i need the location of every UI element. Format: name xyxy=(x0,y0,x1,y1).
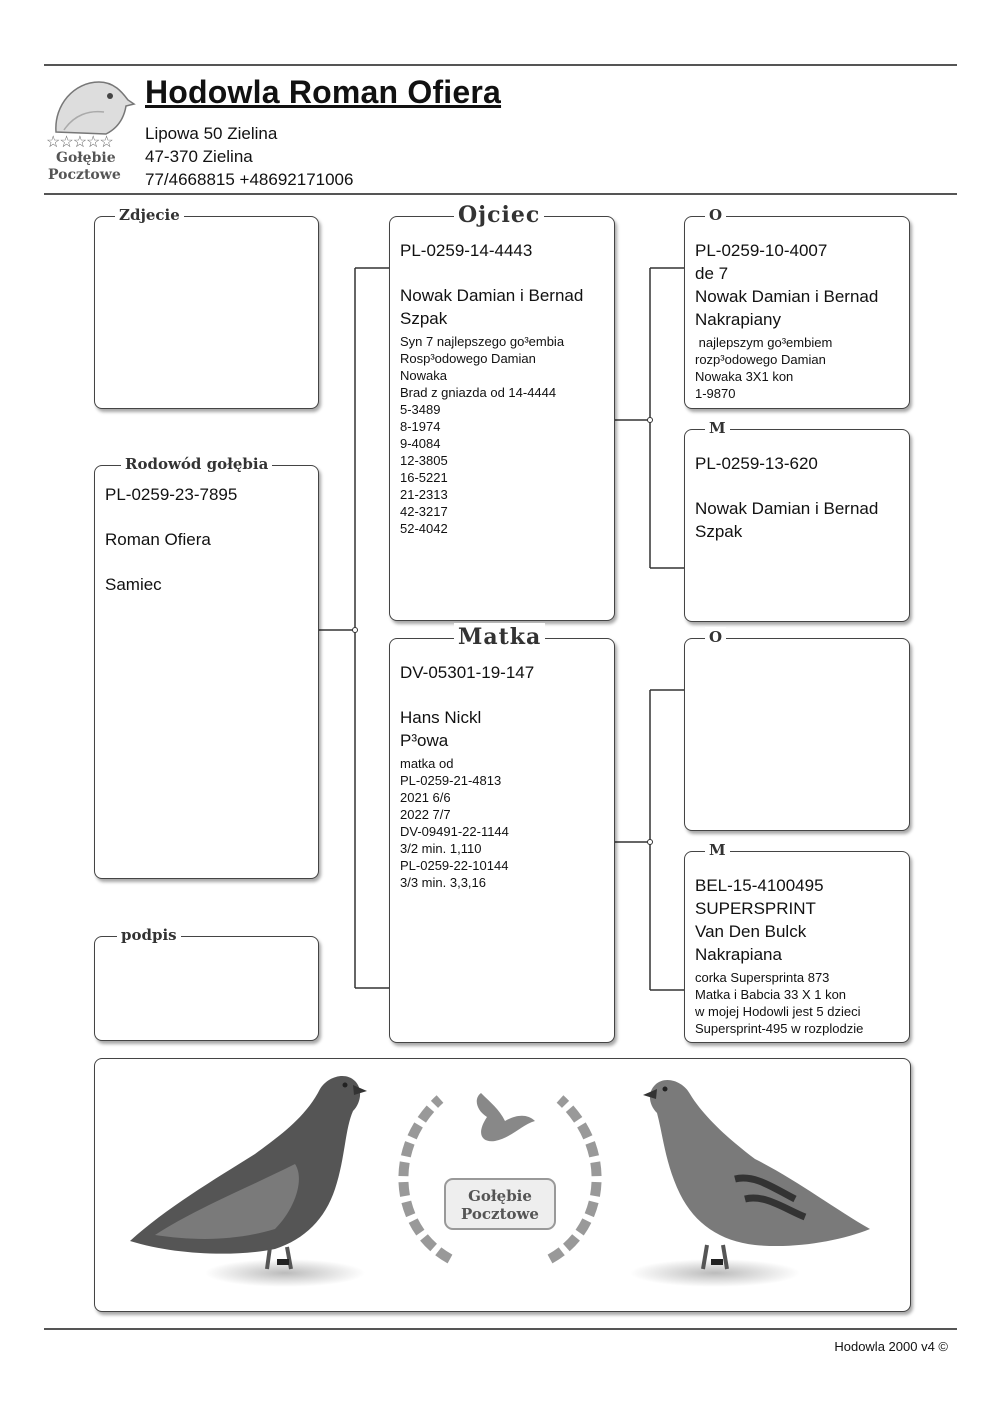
father-box-title: Ojciec xyxy=(454,201,544,229)
mother-note: PL-0259-22-10144 xyxy=(400,858,509,873)
mother-box xyxy=(389,624,615,1043)
mother-breeder-line1: Hans Nickl xyxy=(400,708,482,727)
signature-box-title: podpis xyxy=(117,925,181,945)
father-note: 16-5221 xyxy=(400,470,448,485)
mother-ring: DV-05301-19-147 xyxy=(400,663,535,682)
mother-breeder-line2: P³owa xyxy=(400,731,449,750)
father-note: Syn 7 najlepszego go³embia xyxy=(400,334,565,349)
mother-mother-breeder-line1: Van Den Bulck xyxy=(695,922,807,941)
signature-box xyxy=(94,926,319,1041)
mother-mother-box xyxy=(684,841,910,1043)
pigeon-banner xyxy=(94,1058,911,1312)
father-breeder-line2: Szpak xyxy=(400,309,448,328)
father-note: 9-4084 xyxy=(400,436,441,451)
mother-mother-note: Supersprint-495 w rozplodzie xyxy=(695,1021,864,1036)
father-breeder-line1: Nowak Damian i Bernad xyxy=(400,286,584,305)
father-mother-breeder-line2: Szpak xyxy=(695,522,743,541)
father-note: Brad z gniazda od 14-4444 xyxy=(400,385,557,400)
pedigree-box-title: Rodowód gołębia xyxy=(121,454,272,474)
logo-stars: ☆☆☆☆☆ xyxy=(46,134,113,151)
mother-note: 2022 7/7 xyxy=(400,807,451,822)
father-father-box-title: O xyxy=(705,205,726,225)
mother-mother-note: w mojej Hodowli jest 5 dzieci xyxy=(695,1004,861,1019)
father-box xyxy=(389,202,615,621)
mother-mother-note: corka Supersprinta 873 xyxy=(695,970,830,985)
mother-mother-note: Matka i Babcia 33 X 1 kon xyxy=(695,987,847,1002)
father-note: 52-4042 xyxy=(400,521,448,536)
right-pigeon-icon xyxy=(630,1080,870,1287)
mother-box-title: Matka xyxy=(454,623,545,651)
address-line2: 47-370 Zielina xyxy=(145,147,253,166)
left-pigeon-icon xyxy=(130,1076,367,1287)
photo-box xyxy=(94,206,319,409)
father-father-note: Nowaka 3X1 kon xyxy=(695,369,794,384)
father-note: 42-3217 xyxy=(400,504,448,519)
pigeon-owner: Roman Ofiera xyxy=(105,530,211,549)
emblem-text-line2: Pocztowe xyxy=(461,1205,539,1223)
mother-mother-breeder-line2: Nakrapiana xyxy=(695,945,782,964)
father-mother-box-title: M xyxy=(705,418,730,438)
father-father-note: 1-9870 xyxy=(695,386,736,401)
father-note: Rosp³odowego Damian xyxy=(400,351,536,366)
father-father-note: najlepszym go³embiem xyxy=(695,335,833,350)
pedigree-box xyxy=(94,455,319,879)
photo-box-title: Zdjecie xyxy=(115,205,184,225)
father-note: Nowaka xyxy=(400,368,447,383)
mother-note: PL-0259-21-4813 xyxy=(400,773,502,788)
father-father-breeder-line1: Nowak Damian i Bernad xyxy=(695,287,879,306)
father-father-ring: PL-0259-10-4007 xyxy=(695,241,828,260)
mother-mother-name: SUPERSPRINT xyxy=(695,899,816,918)
father-ring: PL-0259-14-4443 xyxy=(400,241,533,260)
footer-text: Hodowla 2000 v4 © xyxy=(834,1339,948,1354)
father-note: 5-3489 xyxy=(400,402,441,417)
mother-note: matka od xyxy=(400,756,454,771)
mother-note: 3/2 min. 1,110 xyxy=(400,841,482,856)
mother-note: 3/3 min. 3,3,16 xyxy=(400,875,486,890)
laurel-emblem-icon xyxy=(403,1093,596,1259)
logo-text-line1: Gołębie xyxy=(56,150,116,166)
father-note: 21-2313 xyxy=(400,487,448,502)
pigeon-sex: Samiec xyxy=(105,575,162,594)
father-mother-breeder-line1: Nowak Damian i Bernad xyxy=(695,499,879,518)
mother-mother-box-title: M xyxy=(705,840,730,860)
father-father-note: rozp³odowego Damian xyxy=(695,352,826,367)
mother-mother-ring: BEL-15-4100495 xyxy=(695,876,824,895)
mother-note: 2021 6/6 xyxy=(400,790,451,805)
phone-numbers: 77/4668815 +48692171006 xyxy=(145,170,354,189)
address-line1: Lipowa 50 Zielina xyxy=(145,124,278,143)
father-father-line2: de 7 xyxy=(695,264,729,283)
father-note: 12-3805 xyxy=(400,453,448,468)
logo-text-line2: Pocztowe xyxy=(48,167,121,183)
page-title: Hodowla Roman Ofiera xyxy=(145,74,502,110)
mother-father-box xyxy=(684,628,910,831)
father-mother-ring: PL-0259-13-620 xyxy=(695,454,818,473)
mother-father-box-title: O xyxy=(705,627,726,647)
pigeon-ring-number: PL-0259-23-7895 xyxy=(105,485,238,504)
emblem-text-line1: Gołębie xyxy=(468,1187,532,1205)
father-mother-box xyxy=(684,419,910,622)
mother-note: DV-09491-22-1144 xyxy=(400,824,509,839)
father-father-breeder-line2: Nakrapiany xyxy=(695,310,781,329)
father-father-box xyxy=(684,206,910,409)
father-note: 8-1974 xyxy=(400,419,441,434)
